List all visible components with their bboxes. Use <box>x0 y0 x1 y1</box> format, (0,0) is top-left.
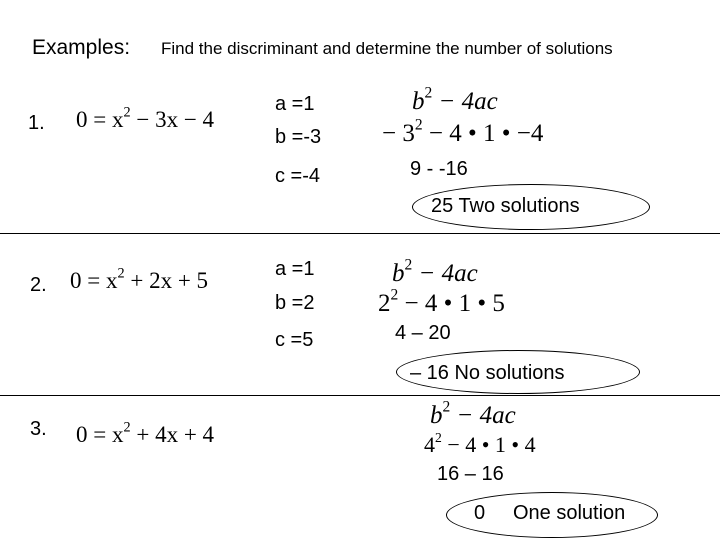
example-2-coef-c: c =5 <box>275 329 314 351</box>
example-1-coef-a: a =1 <box>275 93 315 115</box>
instruction-text: Find the discriminant and determine the number of solutions <box>161 39 613 58</box>
example-2-equation: $0 = x^2 + 2x + 5$ <box>70 265 209 293</box>
example-2-substitution: $2^2 - 4$ • 1 • 5 <box>378 286 505 317</box>
example-1-coef-b: b =-3 <box>275 126 322 148</box>
example-3-discriminant-formula: $b^2 - 4ac$ <box>430 398 516 429</box>
example-2-number: 2. <box>30 274 47 296</box>
example-3-result-text: One solution <box>513 502 626 524</box>
example-1-number: 1. <box>28 112 45 134</box>
example-2-coef-a: a =1 <box>275 258 315 280</box>
example-2-step: 4 – 20 <box>395 322 451 344</box>
example-1-equation: $0 = x^2 - 3x - 4$ <box>76 104 215 132</box>
divider-line-2 <box>0 395 720 396</box>
example-1-result: 25 Two solutions <box>431 195 580 217</box>
divider-line-1 <box>0 233 720 234</box>
example-3-result-value: 0 <box>474 502 486 524</box>
example-3-number: 3. <box>30 418 47 440</box>
examples-label: Examples: <box>32 36 131 59</box>
example-1-step: 9 - -16 <box>410 158 468 180</box>
example-2-coef-b: b =2 <box>275 292 315 314</box>
example-3-equation: $0 = x^2 + 4x + 4$ <box>76 419 215 447</box>
example-1-substitution: − $3^2 - 4$ • 1 • −4 <box>382 116 544 147</box>
example-1-discriminant-formula: $b^2 - 4ac$ <box>412 84 498 115</box>
example-2-discriminant-formula: $b^2 - 4ac$ <box>392 256 478 287</box>
example-3-step: 16 – 16 <box>437 463 504 485</box>
example-1-coef-c: c =-4 <box>275 165 321 187</box>
example-3-substitution: $4^2 - 4$ • 1 • 4 <box>424 429 536 457</box>
example-2-result: – 16 No solutions <box>410 362 565 384</box>
